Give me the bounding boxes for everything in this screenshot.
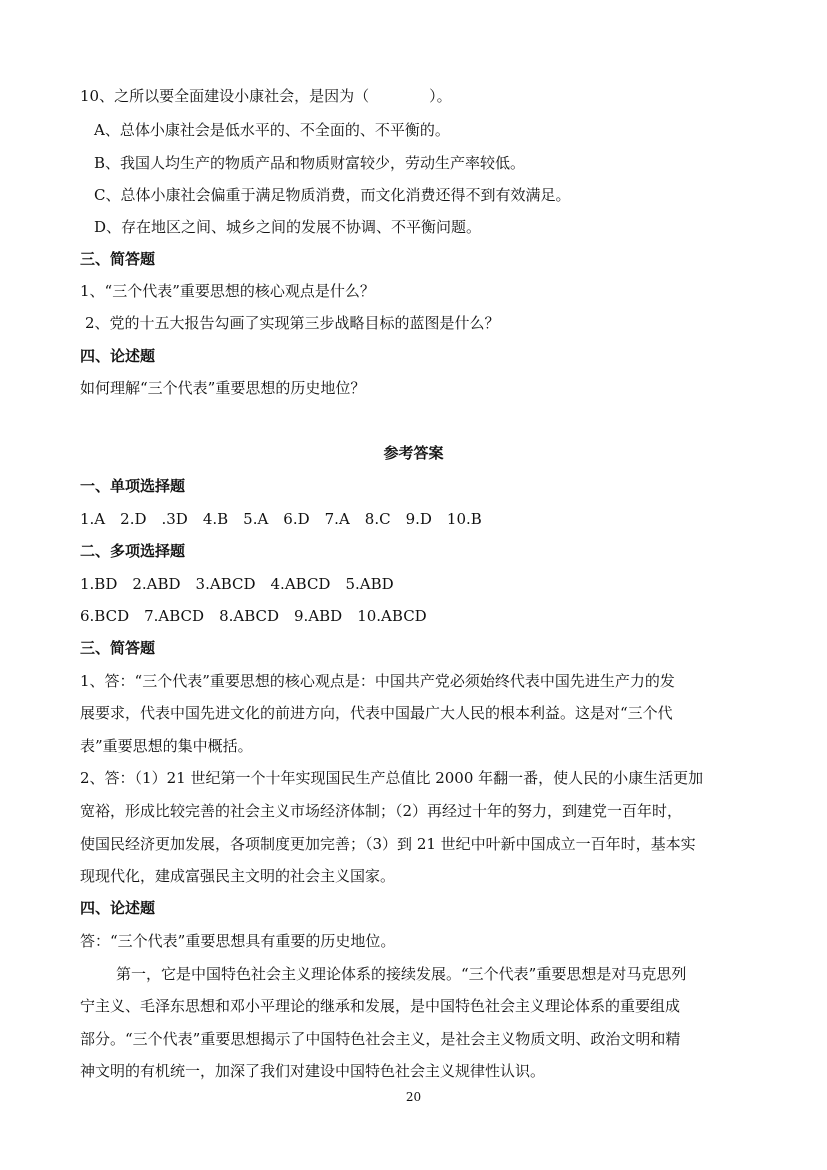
- answers-single-choice-heading: 一、单项选择题: [80, 477, 186, 495]
- answers-essay-heading: 四、论述题: [80, 899, 156, 917]
- answers-short-answer-heading: 三、简答题: [80, 639, 156, 657]
- answer-2-line-2: 宽裕，形成比较完善的社会主义市场经济体制；（2）再经过十年的努力，到建党一百年时，: [80, 802, 683, 820]
- essay-answer-para-line-3: 部分。“三个代表”重要思想揭示了中国特色社会主义，是社会主义物质文明、政治文明和精: [80, 1030, 681, 1048]
- page-number: 20: [405, 1090, 422, 1104]
- answers-multi-choice-line-1: 1.BD 2.ABD 3.ABCD 4.ABCD 5.ABD: [80, 575, 394, 593]
- question-10-option-a: A、总体小康社会是低水平的、不全面的、不平衡的。: [94, 121, 450, 139]
- answers-multi-choice-heading: 二、多项选择题: [80, 542, 186, 560]
- answers-multi-choice-line-2: 6.BCD 7.ABCD 8.ABCD 9.ABD 10.ABCD: [80, 607, 427, 625]
- short-answer-question-1: 1、“三个代表”重要思想的核心观点是什么？: [80, 282, 375, 300]
- question-10-option-b: B、我国人均生产的物质产品和物质财富较少，劳动生产率较低。: [94, 154, 526, 172]
- short-answer-heading: 三、简答题: [80, 250, 156, 268]
- short-answer-question-2: 2、党的十五大报告勾画了实现第三步战略目标的蓝图是什么？: [85, 314, 500, 332]
- answer-2-line-3: 使国民经济更加发展，各项制度更加完善；（3）到 21 世纪中叶新中国成立一百年时，基本实: [80, 835, 696, 853]
- essay-answer-para-line-2: 宁主义、毛泽东思想和邓小平理论的继承和发展，是中国特色社会主义理论体系的重要组成: [80, 997, 681, 1015]
- answer-2-line-1: 2、答：（1）21 世纪第一个十年实现国民生产总值比 2000 年翻一番，使人民的小康生活更加: [80, 769, 704, 787]
- essay-heading: 四、论述题: [80, 347, 156, 365]
- essay-answer-para-line-1: 第一，它是中国特色社会主义理论体系的接续发展。“三个代表”重要思想是对马克思列: [116, 965, 687, 983]
- answers-single-choice-line: 1.A 2.D .3D 4.B 5.A 6.D 7.A 8.C 9.D 10.B: [80, 510, 482, 528]
- answer-2-line-4: 现现代化，建成富强民主文明的社会主义国家。: [80, 867, 396, 885]
- answer-1-line-1: 1、答：“三个代表”重要思想的核心观点是：中国共产党必须始终代表中国先进生产力的发: [80, 672, 675, 690]
- question-10-option-c: C、总体小康社会偏重于满足物质消费，而文化消费还得不到有效满足。: [94, 186, 571, 204]
- essay-answer-para-line-4: 神文明的有机统一，加深了我们对建设中国特色社会主义规律性认识。: [80, 1062, 546, 1080]
- answer-1-line-2: 展要求，代表中国先进文化的前进方向，代表中国最广大人民的根本利益。这是对“三个代: [80, 704, 673, 722]
- essay-question: 如何理解“三个代表”重要思想的历史地位？: [80, 379, 366, 397]
- question-10-option-d: D、存在地区之间、城乡之间的发展不协调、不平衡问题。: [94, 218, 482, 236]
- answers-title: 参考答案: [383, 444, 444, 462]
- question-10-stem: 10、之所以要全面建设小康社会，是因为（ ）。: [80, 87, 452, 105]
- answer-1-line-3: 表”重要思想的集中概括。: [80, 737, 253, 755]
- essay-answer-intro: 答：“三个代表”重要思想具有重要的历史地位。: [80, 932, 396, 950]
